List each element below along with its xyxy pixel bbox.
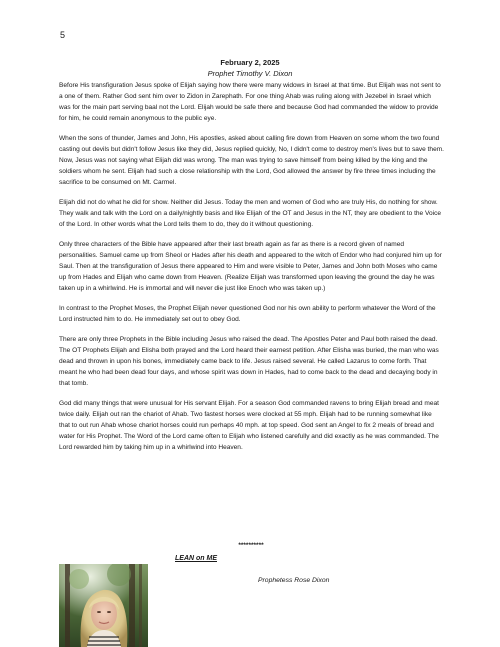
author-signature: Prophetess Rose Dixon xyxy=(258,577,330,584)
paragraph-5: In contrast to the Prophet Moses, the Prophet Elijah never questioned God nor his own ability to perform whatever the Word of the Lord instructed him to do. He immediately set out to obey God. xyxy=(59,304,436,324)
article-body xyxy=(59,80,444,462)
author-photo xyxy=(59,564,148,647)
section-separator: ********** xyxy=(238,542,264,549)
page-number: 5 xyxy=(60,30,66,40)
paragraph-3: Elijah did not do what he did for show. Neither did Jesus. Today the men and women of God who are truly His, do nothing for show. They walk and talk with the Lord on a daily/nightly basis and like Elijah of the OT and Jesus in the NT, they are obedient to the Voice of the Lord. In other words what the Lord tells them to do, they do it without questioning. xyxy=(59,199,442,229)
author-photo-image xyxy=(59,564,148,647)
article-author: Prophet Timothy V. Dixon xyxy=(207,69,293,78)
paragraph-2: When the sons of thunder, James and John, His apostles, asked about calling fire down from Heaven on some whom the two found casting out devils but didn't follow Jesus like they did, Jesus replied quickly, No, I didn't come to destroy men's lives but to save them. Now, Jesus was not saying what Elijah did was wrong. The man was trying to save himself from being killed by the king and the soldiers whom he sent. Elijah had such a close relationship with the Lord, God allowed the answer by fire three times including the sacrifice to be consumed on Mt. Carmel. xyxy=(59,134,444,187)
paragraph-4: Only three characters of the Bible have appeared after their last breath again as far as there is a record given of named personalities. Samuel came up from Sheol or Hades after his death and appeared to the witch of Endor who had conjured him up for Saul. Then at the transfiguration of Jesus there appeared to Him and were visible to Peter, James and John both Moses who came up from Hades and Elijah who came down from Heaven. (Realize Elijah was transformed upon leaving the ground the day he was taken up in a whirlwind. He is immortal and will never die just like Enoch who was taken up.) xyxy=(59,240,442,293)
article-date: February 2, 2025 xyxy=(220,58,280,67)
paragraph-1: Before His transfiguration Jesus spoke of Elijah saying how there were many widows in Israel at that time. But Elijah was not sent to a one of them. Rather God sent him over to Zidon in Zarephath. For one thing Ahab was ruling along with Jezebel in Israel which was for the main part serving baal not the Lord. Elijah would be safe there and because God had commanded the widow to provide for him, he could remain anonymous to the public eye. xyxy=(59,82,441,123)
paragraph-7: God did many things that were unusual for His servant Elijah. For a season God commanded ravens to bring Elijah bread and meat twice daily. Elijah out ran the chariot of Ahab. Two fastest horses were clocked at 55 mph. Elijah had to be running somewhat like that to out run Ahab whose chariot horses could run perhaps 40 mph. at top speed. God sent an Angel to fix 2 meals of bread and water for His Prophet. The Word of the Lord came often to Elijah who listened carefully and did exactly as he was commanded. The Lord rewarded him by taking him up in a whirlwind into Heaven. xyxy=(59,399,439,452)
article-header xyxy=(0,57,500,79)
paragraph-6: There are only three Prophets in the Bible including Jesus who raised the dead. The Apostles Peter and Paul both raised the dead. The OT Prophets Elijah and Elisha both prayed and the Lord heard their earnest petition. After Elisha was buried, the man who was dead and thrown in upon his bones, immediately came back to life. Jesus raised several. He called Lazarus to come forth. That meant he who had been dead four days, and whose spirit was down in Hades, had to come back to the dead and decaying body in that tomb. xyxy=(59,335,439,388)
poem-title: LEAN on ME xyxy=(175,555,217,562)
